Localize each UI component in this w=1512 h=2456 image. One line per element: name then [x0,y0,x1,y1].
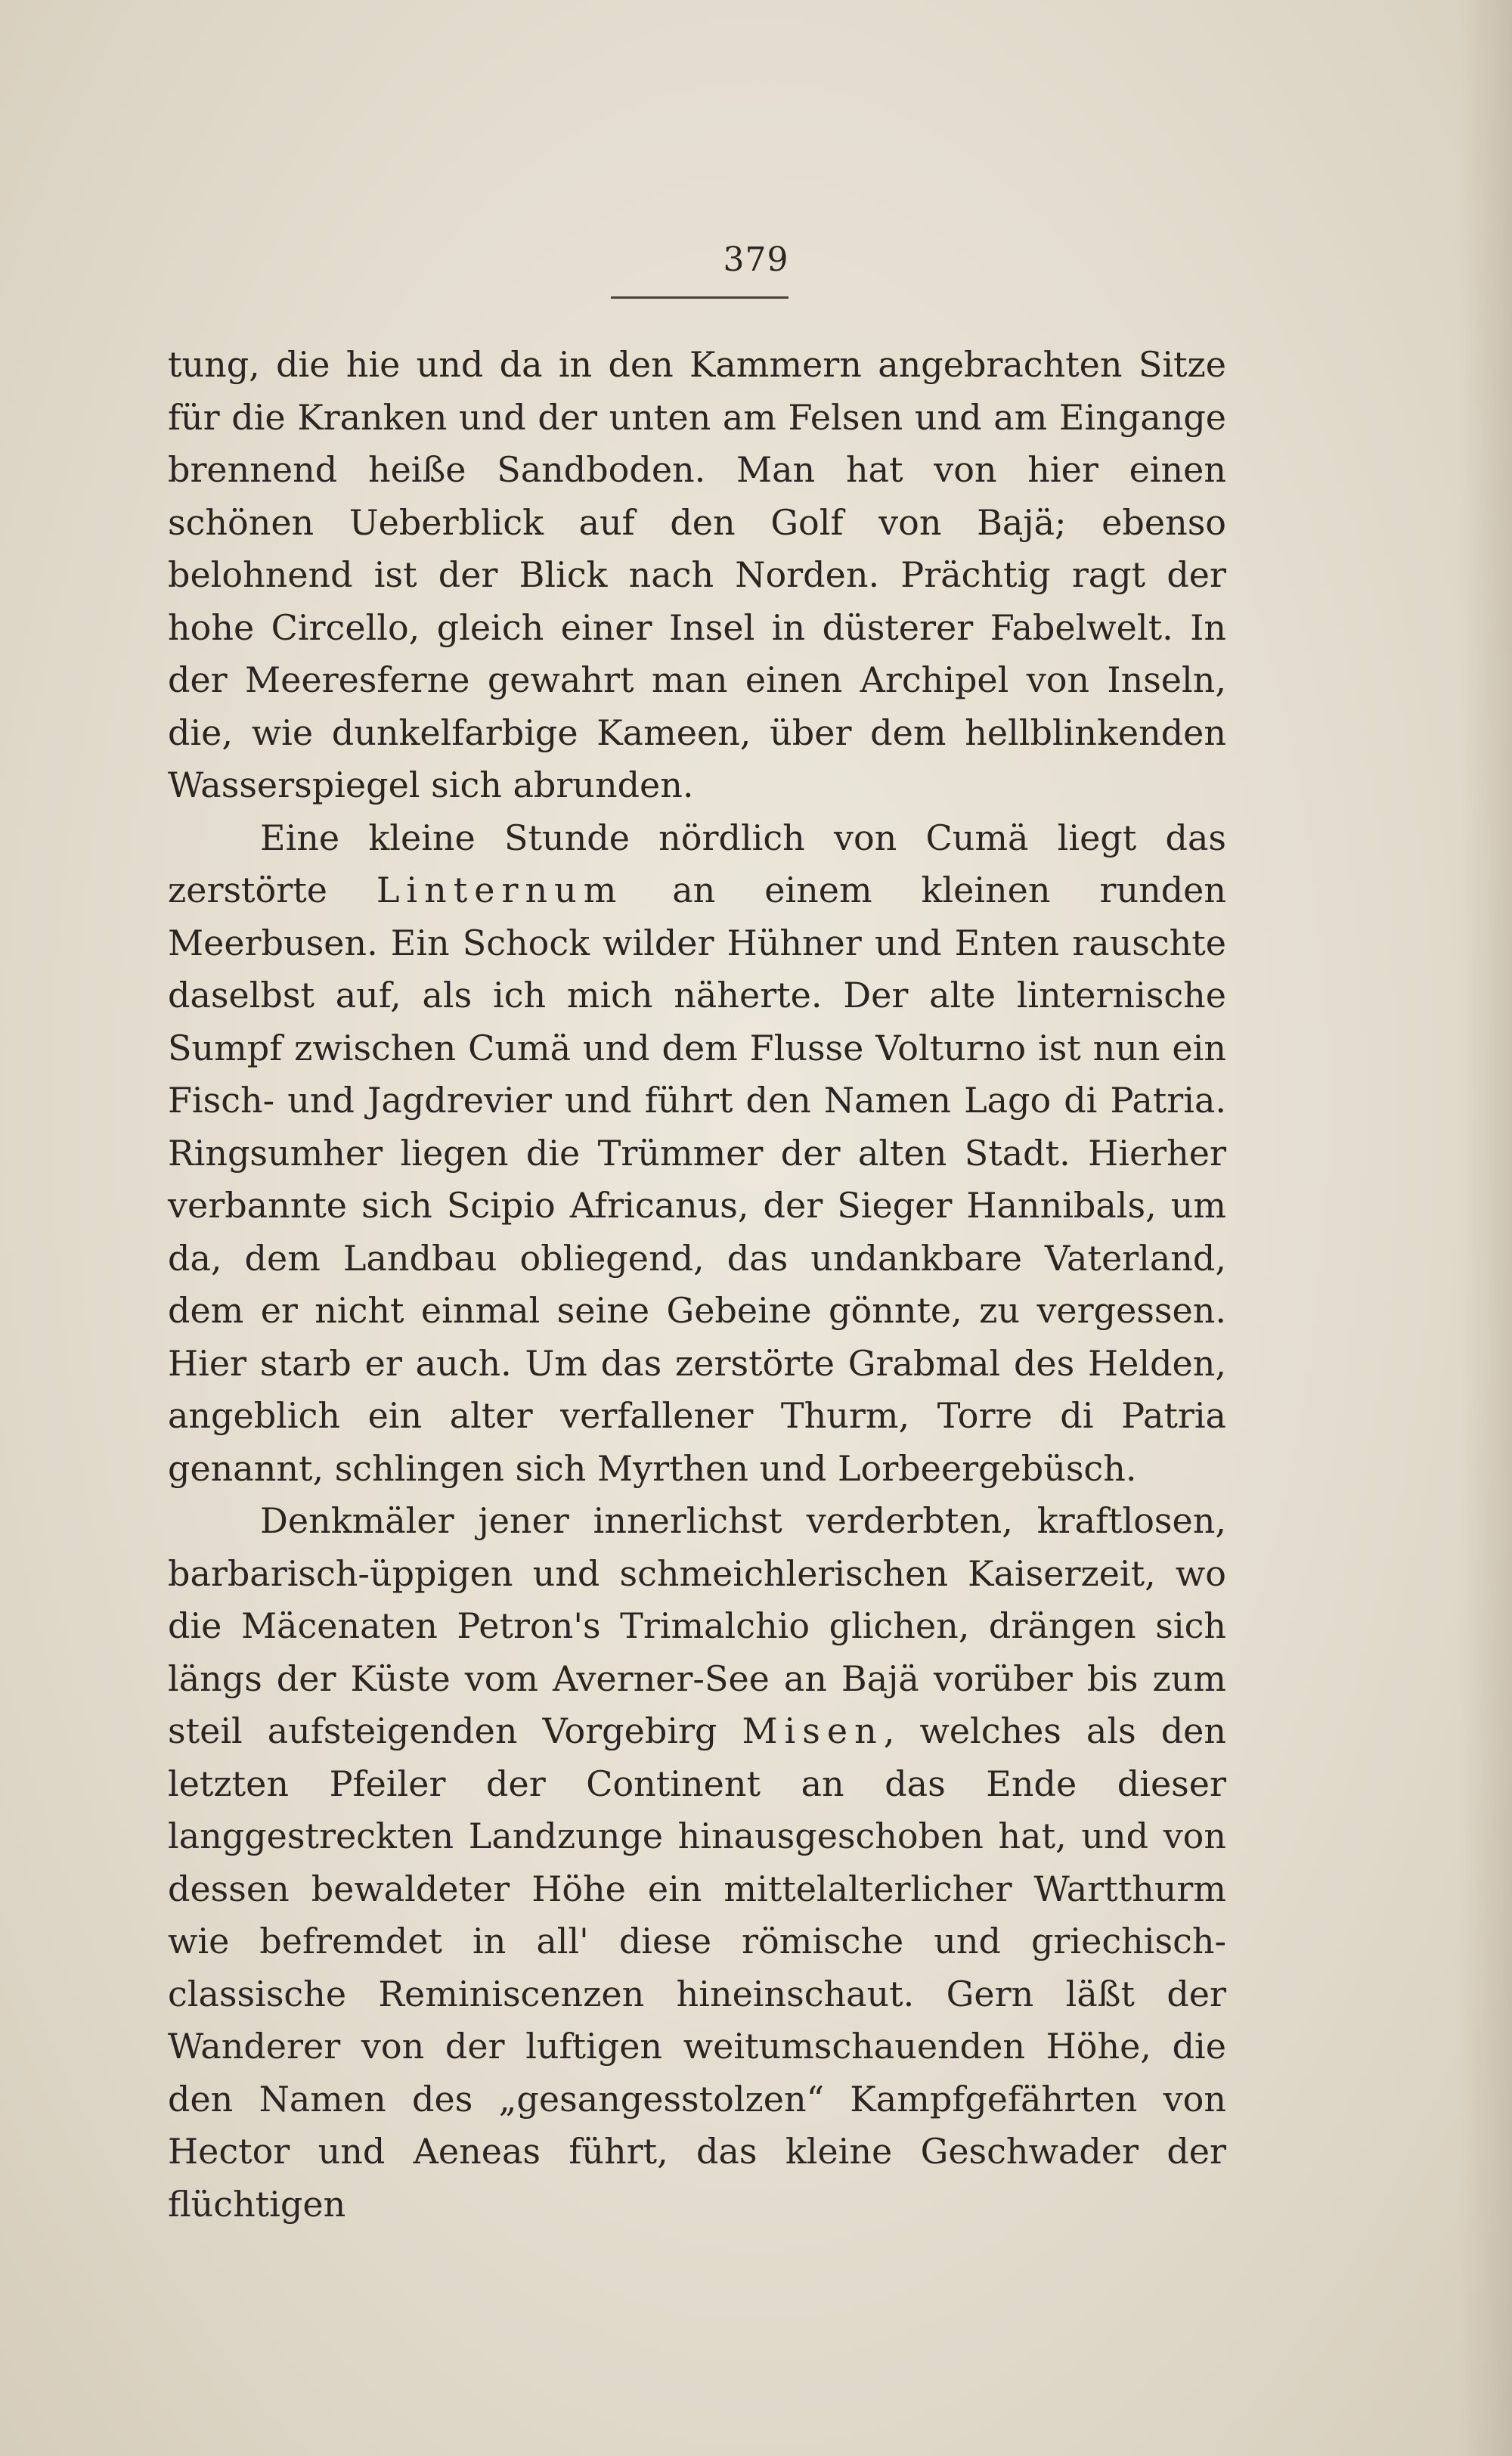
spaced-emphasis-misen: Misen [742,1710,884,1751]
paragraph-continuation [168,339,1226,812]
spaced-emphasis-linternum: Linternum [376,870,624,910]
paragraph-text-after: , welches als den letzten Pfeiler der Continent an das Ende dieser langgestreckten Landzunge hinausgeschoben hat, und von dessen bewaldeter Höhe ein mittelalterlicher Wartthurm wie befremdet in all' diese römische und griechisch-classische Reminiscenzen hineinschaut. Gern läßt der Wanderer von der luftigen weitumschauenden Höhe, die den Namen des „gesangesstolzen“ Kampfgefährten von Hector und Aeneas führt, das kleine Geschwader der flüchtigen [168,1710,1226,2225]
body-text [168,339,1226,2231]
paragraph-text-before: Denkmäler jener innerlichst verderbten, kraftlosen, barbarisch-üppigen und schmeichlerischen Kaiserzeit, wo die Mäcenaten Petron's Trimalchio glichen, drängen sich längs der Küste vom Averner-See an Bajä vorüber bis zum steil aufsteigenden Vorgebirg [168,1500,1226,1751]
paragraph-text-after: an einem kleinen runden Meerbusen. Ein Schock wilder Hühner und Enten rauschte daselbst auf, als ich mich näherte. Der alte linternische Sumpf zwischen Cumä und dem Flusse Volturno ist nun ein Fisch- und Jagdrevier und führt den Namen Lago di Patria. Ringsumher liegen die Trümmer der alten Stadt. Hierher verbannte sich Scipio Africanus, der Sieger Hannibals, um da, dem Landbau obliegend, das undankbare Vaterland, dem er nicht einmal seine Gebeine gönnte, zu vergessen. Hier starb er auch. Um das zerstörte Grabmal des Helden, angeblich ein alter verfallener Thurm, Torre di Patria genannt, schlingen sich Myrthen und Lorbeergebüsch. [168,870,1226,1489]
page-number: 379 [723,240,789,279]
paragraph-text-before: Eine kleine Stunde nördlich von Cumä liegt das zerstörte [168,817,1226,910]
header-rule [611,296,789,299]
paragraph-text: tung, die hie und da in den Kammern angebrachten Sitze für die Kranken und der unten am Felsen und am Eingange brennend heiße Sandboden. Man hat von hier einen schönen Ueberblick auf den Golf von Bajä; ebenso belohnend ist der Blick nach Norden. Prächtig ragt der hohe Circello, gleich einer Insel in düsterer Fabelwelt. In der Meeresferne gewahrt man einen Archipel von Inseln, die, wie dunkelfarbige Kameen, über dem hellblinkenden Wasserspiegel sich abrunden. [168,344,1226,805]
paragraph-linternum [168,812,1226,1496]
paragraph-denkmaeler [168,1495,1226,2231]
